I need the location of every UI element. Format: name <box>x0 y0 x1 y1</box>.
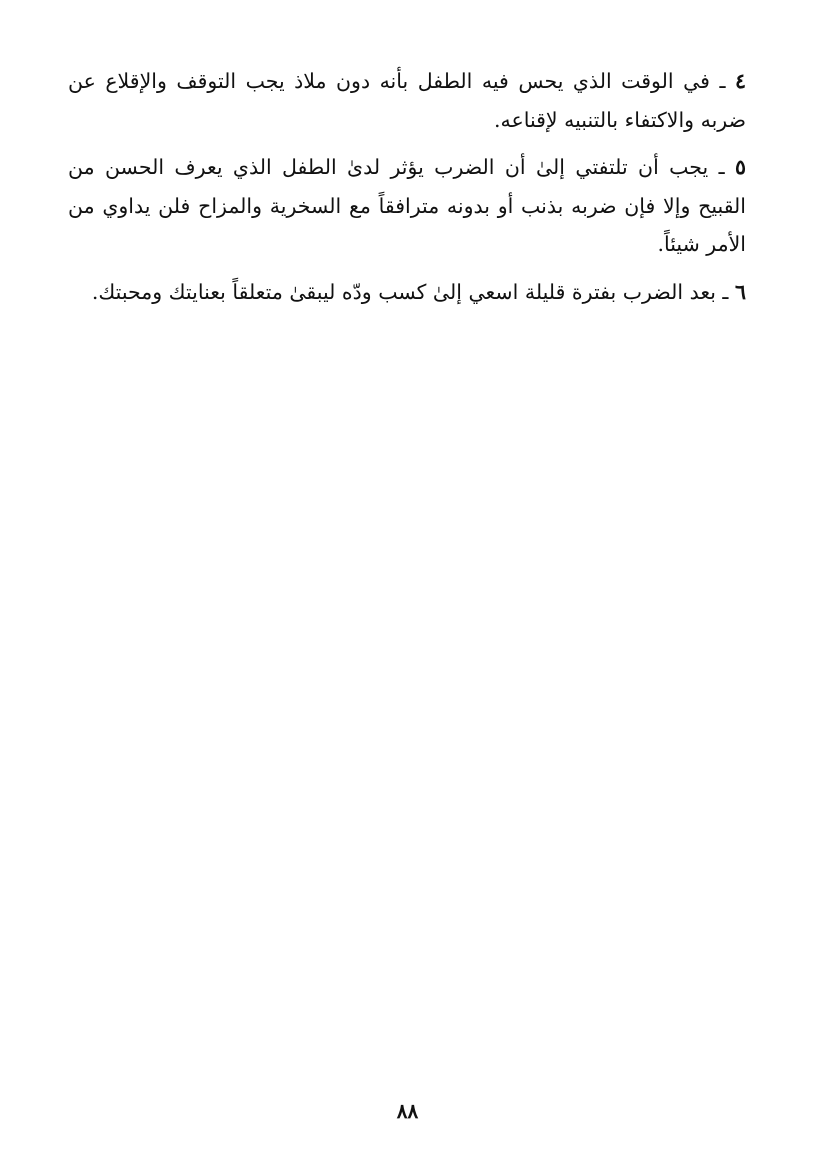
paragraph-text: ـ في الوقت الذي يحس فيه الطفل بأنه دون ملاذ يجب التوقف والإقلاع عن ضربه والاكتفاء بالتنبيه لإقناعه. <box>68 69 746 132</box>
item-number: ٤ <box>734 69 746 93</box>
paragraph-item-5 <box>68 148 746 264</box>
page-body <box>68 62 746 320</box>
item-number: ٥ <box>734 155 746 179</box>
paragraph-item-6 <box>68 273 746 312</box>
item-number: ٦ <box>734 279 746 304</box>
page-number: ٨٨ <box>396 1099 419 1123</box>
paragraph-text: ـ بعد الضرب بفترة قليلة اسعي إلىٰ كسب ودّه ليبقىٰ متعلقاً بعنايتك ومحبتك. <box>91 279 729 304</box>
paragraph-item-4 <box>68 62 746 139</box>
paragraph-text: ـ يجب أن تلتفتي إلىٰ أن الضرب يؤثر لدىٰ الطفل الذي يعرف الحسن من القبيح وإلا فإن ضربه بذنب أو بدونه مترافقاً مع السخرية والمزاح فلن يداوي من الأمر شيئاً. <box>68 155 746 256</box>
